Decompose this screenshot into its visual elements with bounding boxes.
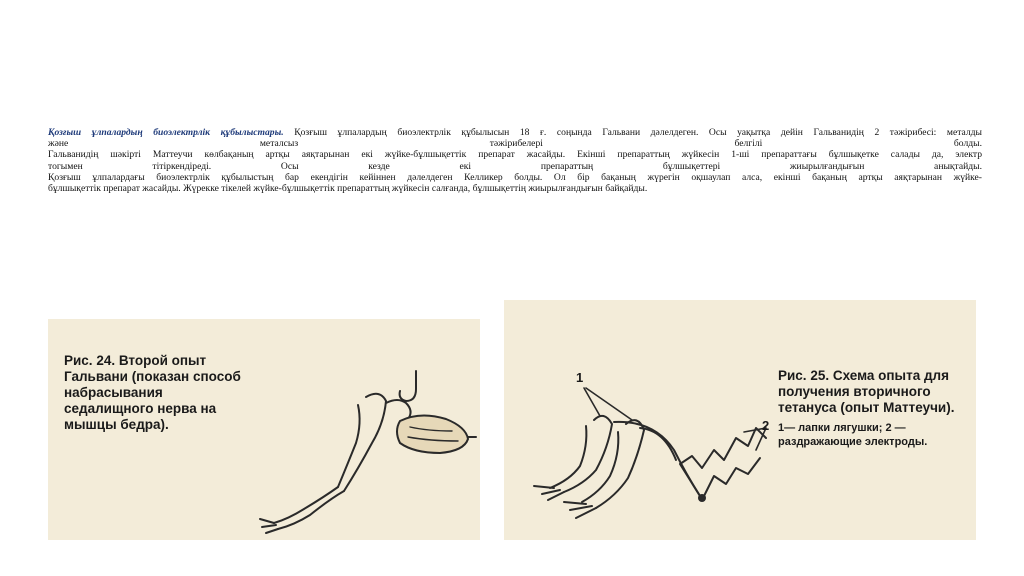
label-1: 1 — [576, 370, 584, 385]
section-heading: Қозғыш ұлпалардың биоэлектрлік құбылыстары. — [48, 127, 284, 138]
main-text-block — [48, 127, 982, 194]
text-line — [48, 127, 982, 138]
figure1-caption: Рис. 24. Второй опыт Гальвани (показан способ набрасывания седалищного нерва на мышцы бедра). — [64, 353, 241, 432]
figure2-caption-note: 1— лапки лягушки; 2 — раздражающие электроды. — [778, 422, 928, 448]
text-line-5: Қозғыш ұлпалардағы биоэлектрлік құбылыстың бар екендігін кейіннен дәлелдеген Келликер болды. Ол бір бақаның жүрегін оқшаулап алса, екінші бақаның артқы аяқтарынан жүйке- — [48, 171, 982, 183]
figure-matteucci — [504, 300, 976, 540]
text-line-3: Гальванидің шәкірті Маттеучи көлбақаның артқы аяқтарынан екі жүйке-бұлшықеттік препарат жасайды. Екінші препараттың жүйкесін 1-ші препараттағы бұлшықетке салады да, электр — [48, 149, 982, 161]
label-2: 2 — [762, 418, 770, 433]
text-line-1: Қозғыш ұлпалардың биоэлектрлік құбылысын 18 ғ. соңында Гальвани дәлелдеген. Осы уақытқа дейін Гальванидің 2 тәжірибесі: металды — [294, 127, 982, 138]
text-line-6: бұлшықеттік препарат жасайды. Жүрекке тікелей жүйке-бұлшықеттік препараттың жүйкесін салғанда, бұлшықеттің жиырылғандығын байқайды. — [48, 183, 648, 195]
figure2-caption-title: Рис. 25. Схема опыта для получения вторичного тетануса (опыт Маттеучи). — [778, 368, 955, 415]
text-line-2: және металсыз тәжірибелері белгілі болды. — [48, 138, 982, 150]
text-line-4: тогымен тітіркендіреді. Осы кезде екі препараттың бұлшықеттері жиырылғандығын анықтайды. — [48, 160, 982, 172]
figure-galvani — [48, 319, 480, 540]
figure2-caption — [778, 368, 970, 449]
